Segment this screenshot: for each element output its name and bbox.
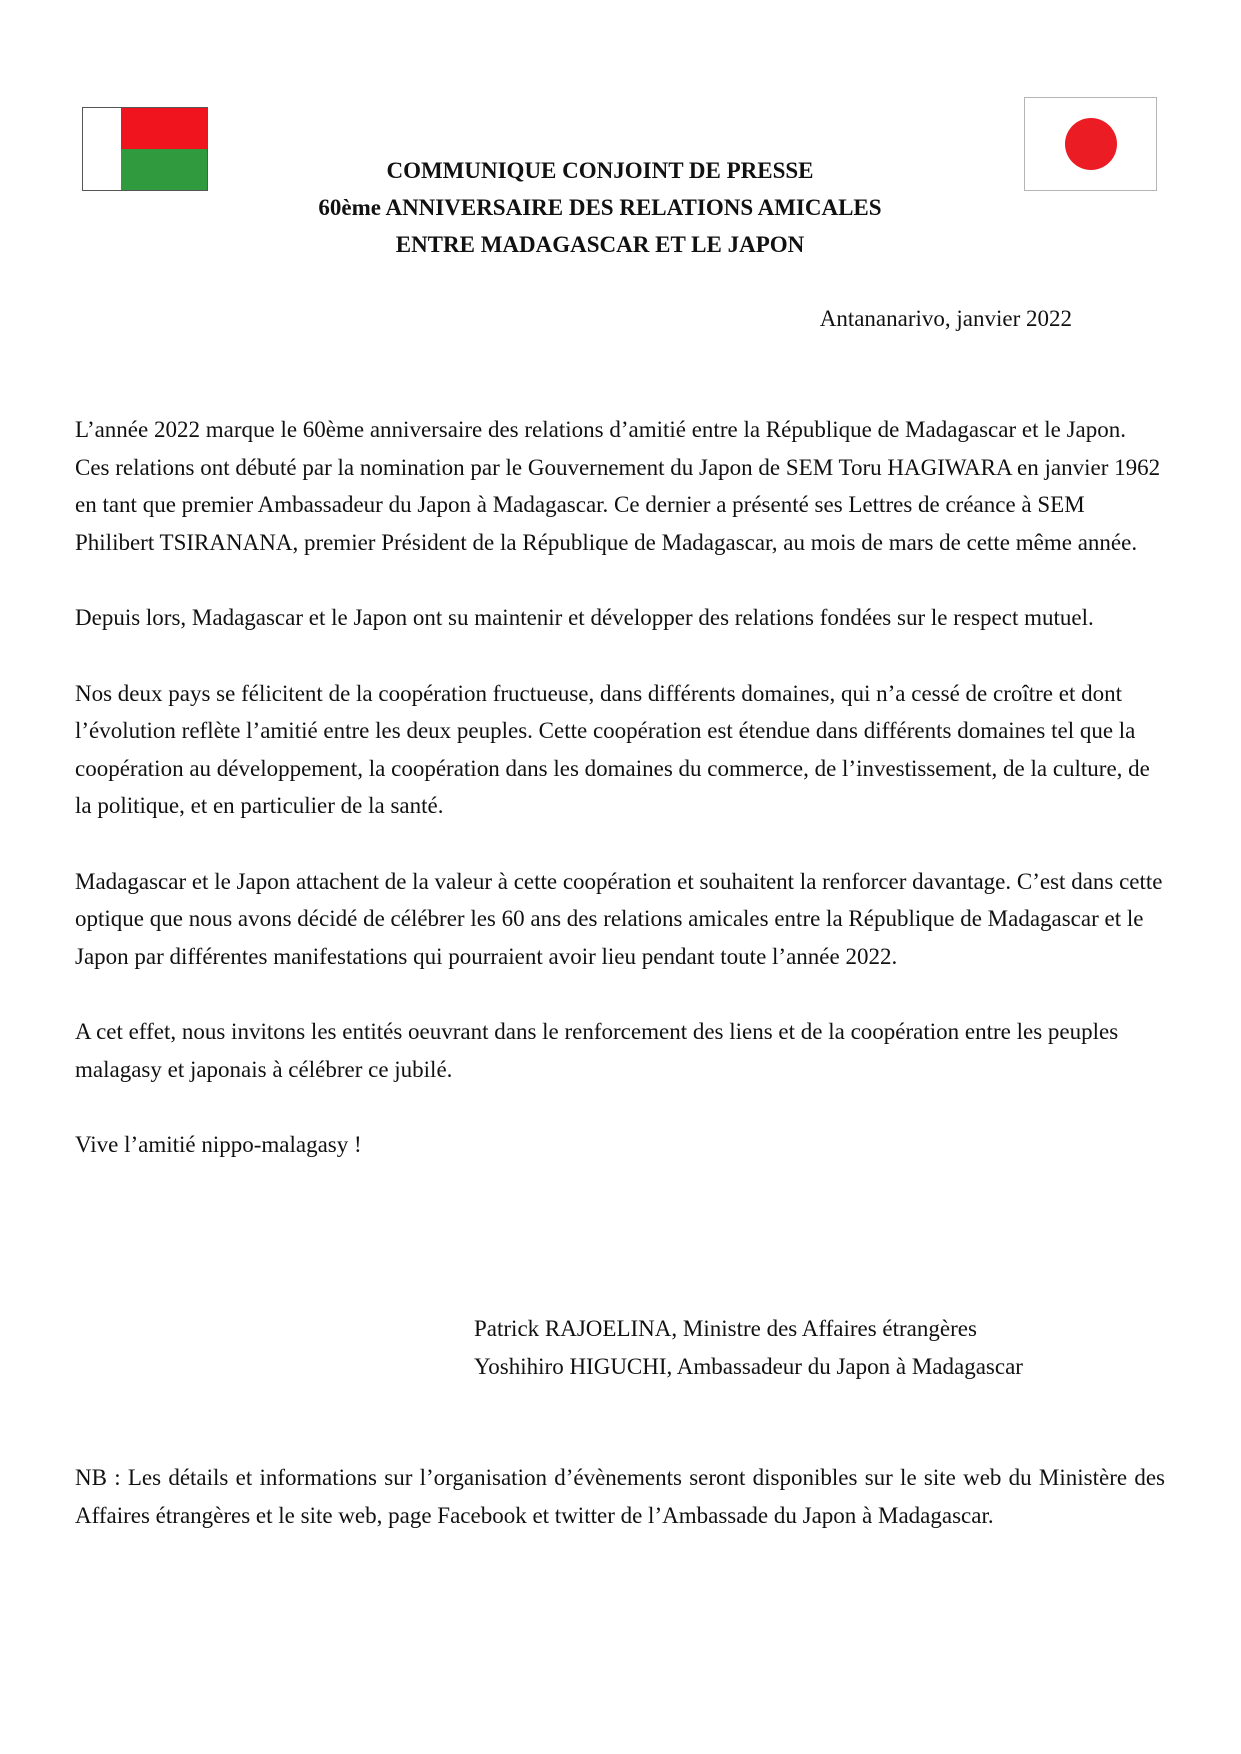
title-line-3: ENTRE MADAGASCAR ET LE JAPON (395, 232, 805, 257)
paragraph-history: L’année 2022 marque le 60ème anniversaire des relations d’amitié entre la République de Madagascar et le Japon. Ces relations ont débuté par la nomination par le Gouvernement du Japon de SEM Toru HAGIWARA en janvier 1962 en tant que premier Ambassadeur du Japon à Madagascar. Ce dernier a présenté ses Lettres de créance à SEM Philibert TSIRANANA, premier Président de la République de Madagascar, au mois de mars de cette même année. (75, 417, 1161, 555)
signature-ambassador: Yoshihiro HIGUCHI, Ambassadeur du Japon à Madagascar (474, 1354, 1023, 1379)
title-line-1: COMMUNIQUE CONJOINT DE PRESSE (386, 158, 814, 183)
paragraph-celebration: Madagascar et le Japon attachent de la valeur à cette coopération et souhaitent la renforcer davantage. C’est dans cette optique que nous avons décidé de célébrer les 60 ans des relations amicales entre la République de Madagascar et le Japon par différentes manifestations qui pourraient avoir lieu pendant toute l’année 2022. (75, 868, 1163, 969)
japan-flag-sun-disc (1065, 118, 1117, 170)
communique-body (75, 411, 1165, 1202)
madagascar-flag-stripes (121, 108, 207, 190)
paragraph-closing: Vive l’amitié nippo-malagasy ! (75, 1132, 362, 1157)
madagascar-flag-white-band (83, 108, 121, 190)
madagascar-flag-green-stripe (121, 149, 207, 190)
paragraph-relations: Depuis lors, Madagascar et le Japon ont su maintenir et développer des relations fondées sur le respect mutuel. (75, 605, 1094, 630)
signature-block (474, 1310, 1023, 1386)
title-line-2: 60ème ANNIVERSAIRE DES RELATIONS AMICALES (318, 195, 882, 220)
paragraph-invitation: A cet effet, nous invitons les entités oeuvrant dans le renforcement des liens et de la coopération entre les peuples malagasy et japonais à célébrer ce jubilé. (75, 1019, 1119, 1082)
signature-minister: Patrick RAJOELINA, Ministre des Affaires étrangères (474, 1316, 977, 1341)
madagascar-flag (82, 107, 208, 191)
footnote-nb: NB : Les détails et informations sur l’organisation d’évènements seront disponibles sur le site web du Ministère des Affaires étrangères et le site web, page Facebook et twitter de l’Ambassade du Japon à Madagascar. (75, 1465, 1165, 1528)
document-title (200, 152, 1000, 263)
madagascar-flag-red-stripe (121, 108, 207, 149)
japan-flag (1024, 97, 1157, 191)
paragraph-cooperation: Nos deux pays se félicitent de la coopération fructueuse, dans différents domaines, qui n’a cessé de croître et dont l’évolution reflète l’amitié entre les deux peuples. Cette coopération est étendue dans différents domaines tel que la coopération au développement, la coopération dans les domaines du commerce, de l’investissement, de la culture, de la politique, et en particulier de la santé. (75, 680, 1150, 818)
place-and-date: Antananarivo, janvier 2022 (819, 306, 1072, 331)
